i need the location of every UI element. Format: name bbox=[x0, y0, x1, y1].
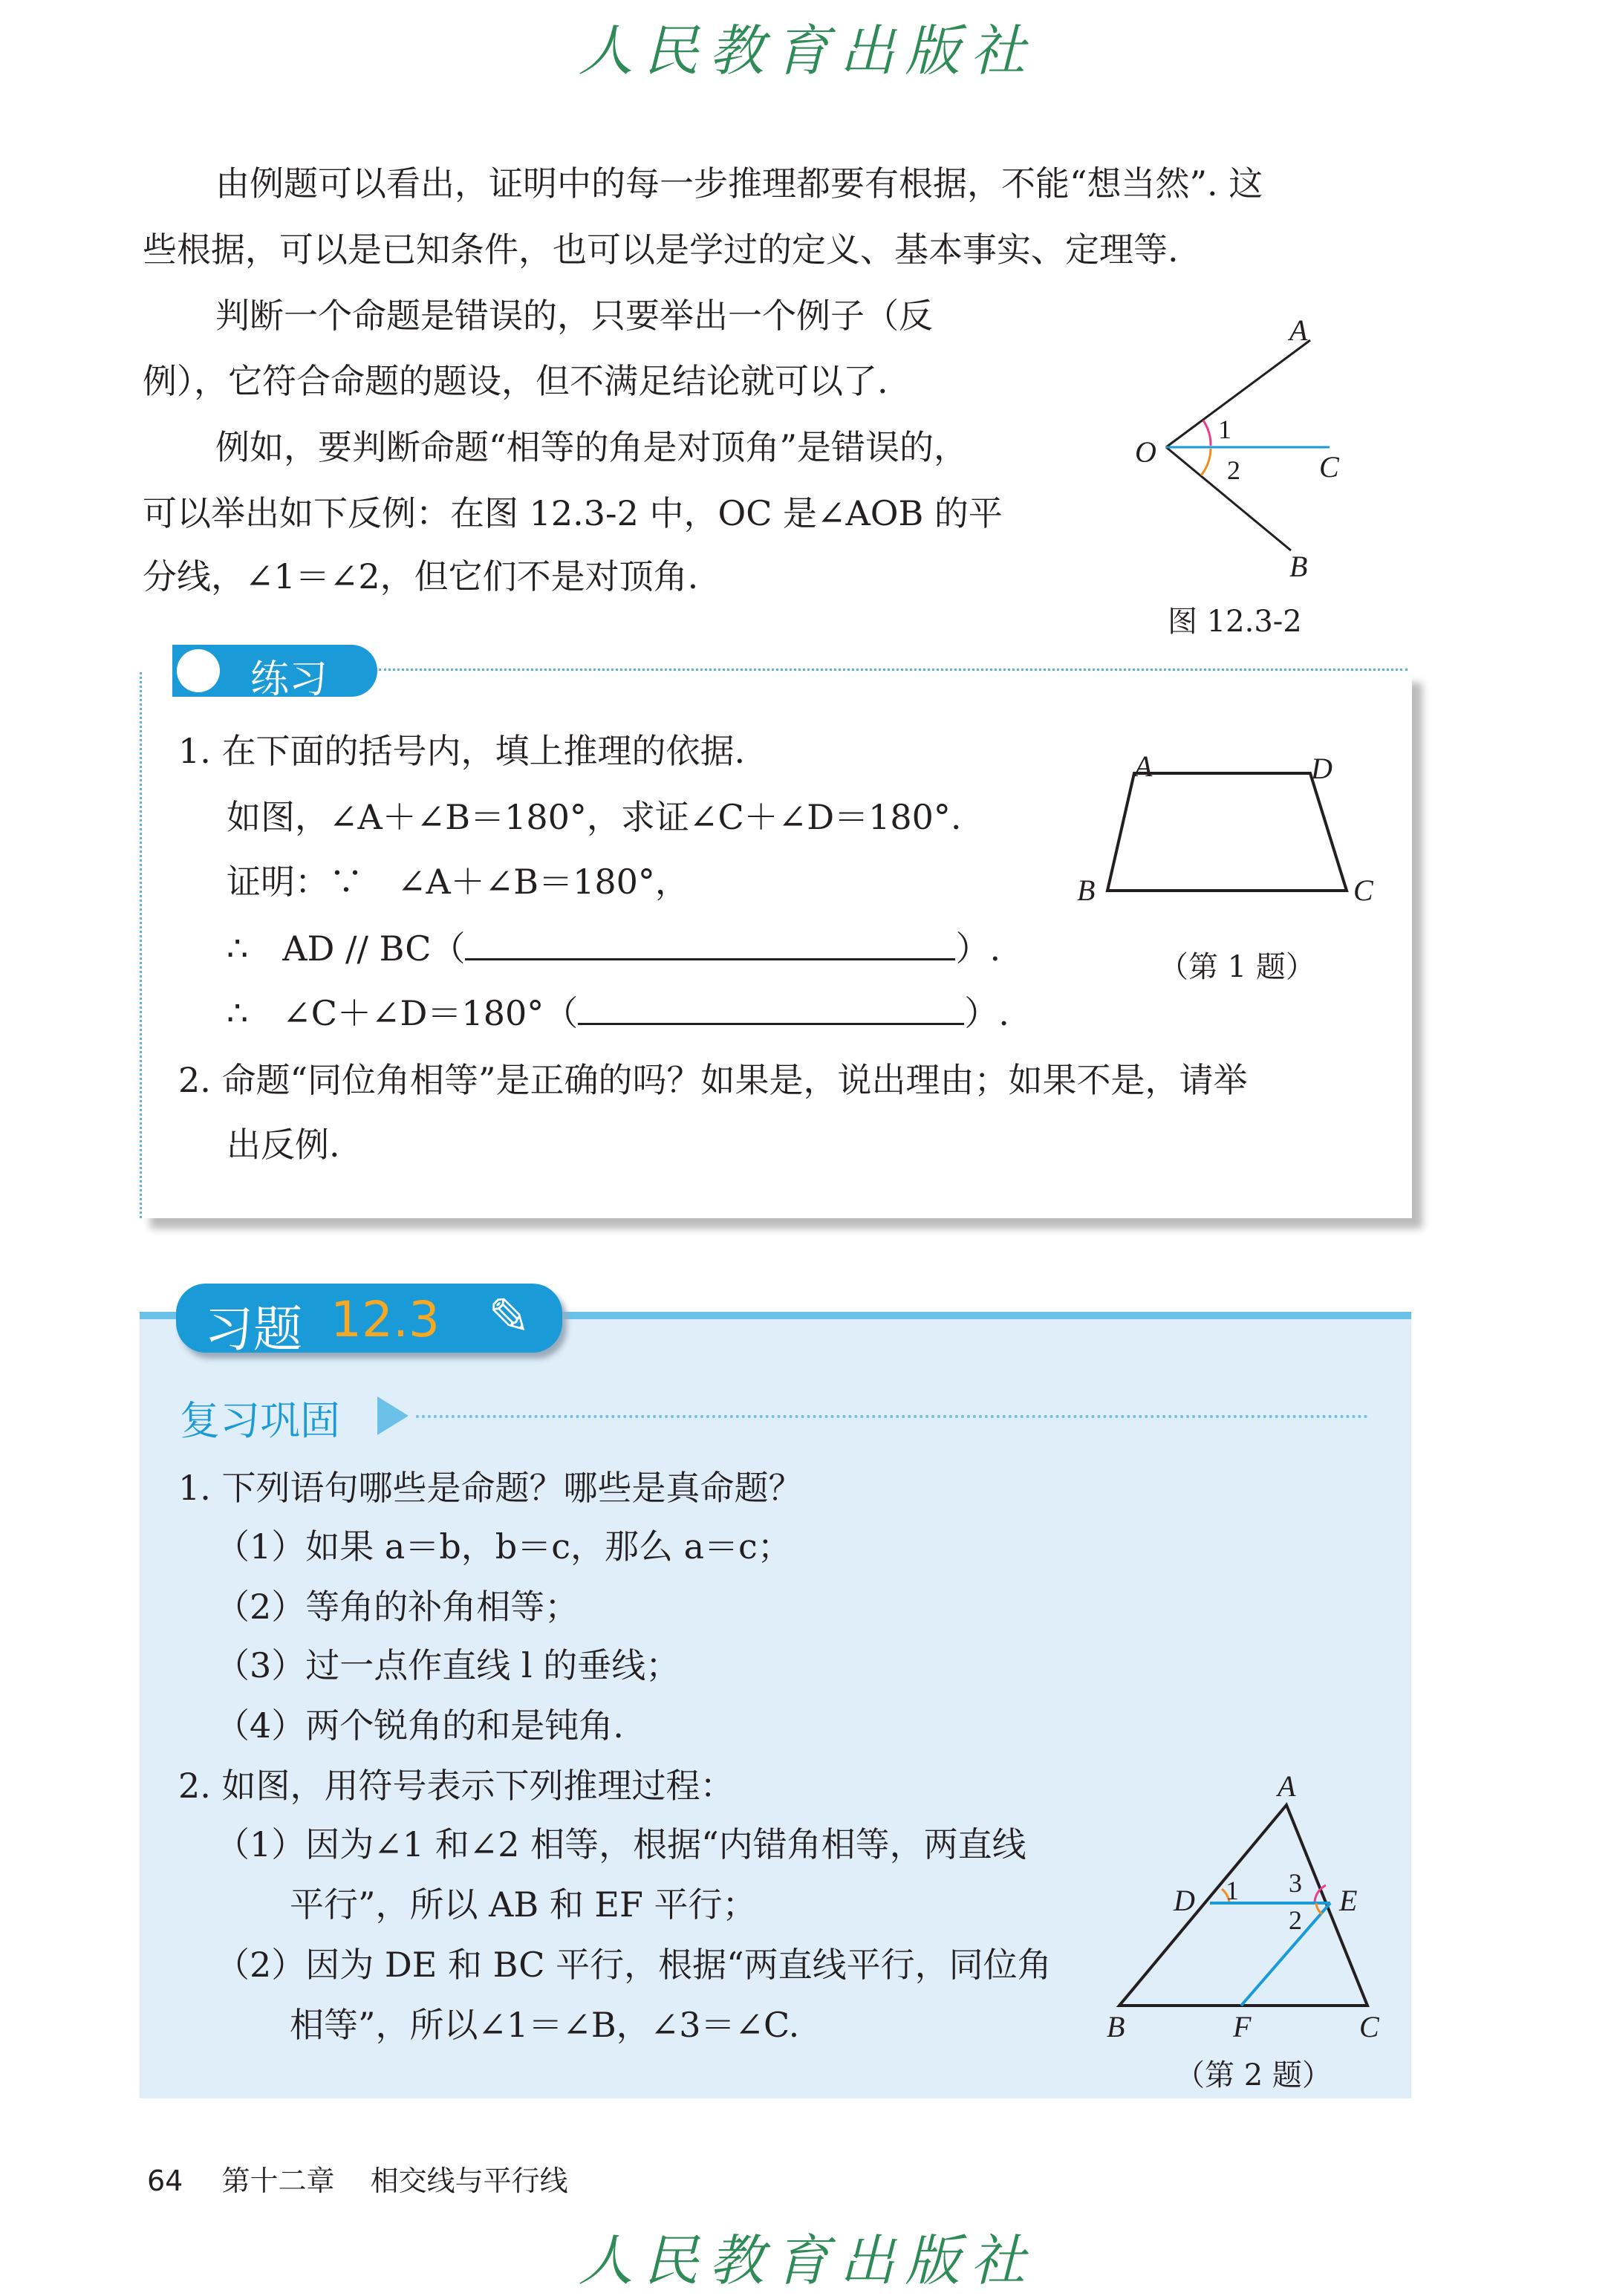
label-2: 2 bbox=[1289, 1905, 1302, 1935]
q1-step1: ∴ AD // BC（ ）. bbox=[227, 926, 1000, 971]
intro-line: 判断一个命题是错误的，只要举出一个例子（反 bbox=[215, 296, 933, 336]
practice-title: 练习 bbox=[250, 657, 328, 702]
chapter-number: 第十二章 bbox=[221, 2165, 335, 2197]
label-e: E bbox=[1339, 1884, 1358, 1917]
label-a: A bbox=[1289, 313, 1308, 347]
q2-line: 2. 命题“同位角相等”是正确的吗？如果是，说出理由；如果不是，请举 bbox=[178, 1060, 1248, 1100]
label-c: C bbox=[1353, 874, 1373, 907]
label-d: D bbox=[1311, 752, 1332, 785]
angle-2-arc bbox=[1316, 1903, 1322, 1914]
ex1-title: 1. 下列语句哪些是命题？哪些是真命题？ bbox=[178, 1468, 803, 1508]
q1-step2: ∴ ∠C＋∠D＝180°（ ）. bbox=[227, 990, 1009, 1035]
label-d: D bbox=[1174, 1884, 1195, 1917]
q2-line: 出反例. bbox=[227, 1125, 340, 1165]
ex2-line: 相等”，所以∠1＝∠B，∠3＝∠C. bbox=[290, 2005, 800, 2045]
ex2-title: 2. 如图，用符号表示下列推理过程： bbox=[178, 1766, 735, 1806]
label-a: A bbox=[1134, 749, 1153, 783]
intro-line: 可以举出如下反例：在图 12.3-2 中，OC 是∠AOB 的平 bbox=[143, 493, 1003, 533]
ex1-item: （1）如果 a＝b，b＝c，那么 a＝c； bbox=[215, 1526, 792, 1567]
label-b: B bbox=[1077, 874, 1096, 907]
intro-line: 分线，∠1＝∠2，但它们不是对顶角. bbox=[143, 556, 699, 596]
pencil-icon: ✎ bbox=[488, 1288, 530, 1347]
label-f: F bbox=[1233, 2010, 1252, 2043]
chapter-title: 相交线与平行线 bbox=[370, 2165, 568, 2197]
exercises-tag-label: 习题 bbox=[204, 1301, 302, 1358]
intro-line: 由例题可以看出，证明中的每一步推理都要有根据，不能“想当然”. 这 bbox=[215, 163, 1263, 204]
segment-ef bbox=[1241, 1903, 1330, 2006]
intro-line: 例如，要判断命题“相等的角是对顶角”是错误的， bbox=[215, 427, 969, 467]
page-footer bbox=[147, 2158, 568, 2199]
ex1-item: （4）两个锐角的和是钝角. bbox=[215, 1705, 624, 1746]
publisher-logo-bottom: 人民教育出版社 bbox=[578, 2229, 1036, 2293]
label-2: 2 bbox=[1227, 455, 1240, 485]
label-1: 1 bbox=[1226, 1876, 1239, 1905]
q1-proof-start: 证明：∵ ∠A＋∠B＝180°， bbox=[227, 862, 689, 902]
label-b: B bbox=[1289, 550, 1308, 583]
ex1-item: （2）等角的补角相等； bbox=[215, 1587, 579, 1627]
ex2-line: （1）因为∠1 和∠2 相等，根据“内错角相等，两直线 bbox=[215, 1824, 1026, 1864]
intro-line: 些根据，可以是已知条件，也可以是学过的定义、基本事实、定理等. bbox=[143, 230, 1179, 270]
exercises-tag-number: 12.3 bbox=[331, 1291, 440, 1348]
figure-caption: （第 2 题） bbox=[1175, 2058, 1332, 2092]
label-o: O bbox=[1135, 435, 1156, 469]
ex1-item: （3）过一点作直线 l 的垂线； bbox=[215, 1645, 680, 1685]
label-3: 3 bbox=[1289, 1868, 1302, 1898]
ex2-line: 平行”，所以 AB 和 EF 平行； bbox=[290, 1884, 757, 1925]
page-number: 64 bbox=[147, 2165, 183, 2197]
q1-title: 1. 在下面的括号内，填上推理的依据. bbox=[178, 731, 746, 771]
q1-given: 如图，∠A＋∠B＝180°，求证∠C＋∠D＝180°. bbox=[227, 797, 962, 837]
label-1: 1 bbox=[1218, 414, 1231, 444]
intro-line: 例），它符合命题的题设，但不满足结论就可以了. bbox=[143, 361, 888, 401]
label-c: C bbox=[1359, 2010, 1379, 2043]
figure-caption: （第 1 题） bbox=[1159, 950, 1315, 984]
section-title: 复习巩固 bbox=[180, 1397, 340, 1444]
label-b: B bbox=[1107, 2010, 1125, 2043]
publisher-logo: 人民教育出版社 bbox=[578, 19, 1036, 83]
label-a: A bbox=[1278, 1769, 1296, 1803]
label-c: C bbox=[1319, 450, 1339, 484]
ex2-line: （2）因为 DE 和 BC 平行，根据“两直线平行，同位角 bbox=[215, 1945, 1052, 1985]
figure-caption: 图 12.3-2 bbox=[1168, 605, 1302, 639]
